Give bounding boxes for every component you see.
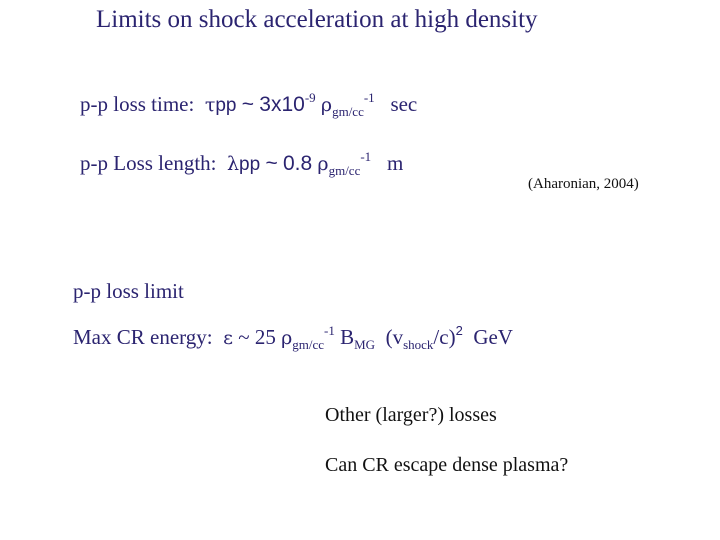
lambda-symbol: λ [227,153,240,175]
velocity-close: /c) [433,325,456,349]
rho-subscript: gm/cc [328,163,361,178]
max-energy-unit: GeV [473,325,513,349]
b-subscript: MG [354,337,376,352]
note-other-losses: Other (larger?) losses [325,404,497,426]
max-energy-label: Max CR energy: [73,325,213,349]
velocity-exponent: 2 [455,323,463,338]
loss-time-exp: -9 [304,90,316,105]
loss-time-line [80,90,418,119]
loss-length-label: p-p Loss length: [80,151,217,175]
lambda-pp: pp [239,154,261,175]
tau-pp: pp [215,95,237,116]
max-energy-line [73,323,513,352]
max-energy-tilde: ~ [238,325,250,349]
loss-time-unit: sec [390,92,418,116]
citation: (Aharonian, 2004) [528,176,639,192]
loss-time-tilde: ~ [241,93,255,116]
loss-length-line [80,149,404,178]
epsilon-symbol: ε [223,327,233,349]
rho-exponent: -1 [363,90,375,105]
rho-symbol: ρ [281,327,293,349]
velocity-open: (v [385,325,404,349]
max-energy-coeff: 25 [254,325,276,349]
loss-length-tilde: ~ [265,152,278,175]
limit-heading: p-p loss limit [73,279,184,303]
velocity-subscript: shock [403,337,434,352]
tau-symbol: τ [204,94,216,116]
b-field: B [340,325,355,349]
rho-exponent: -1 [324,323,335,338]
slide-title: Limits on shock acceleration at high density [96,6,538,33]
loss-time-coeff: 3x10 [259,93,305,116]
loss-length-coeff: 0.8 [282,152,313,175]
note-escape-plasma: Can CR escape dense plasma? [325,454,569,476]
rho-exponent: -1 [360,149,372,164]
rho-symbol: ρ [320,94,333,116]
rho-subscript: gm/cc [292,337,325,352]
rho-subscript: gm/cc [332,104,364,119]
loss-time-label: p-p loss time: [80,92,195,116]
rho-symbol: ρ [317,153,329,175]
loss-length-unit: m [386,151,404,175]
